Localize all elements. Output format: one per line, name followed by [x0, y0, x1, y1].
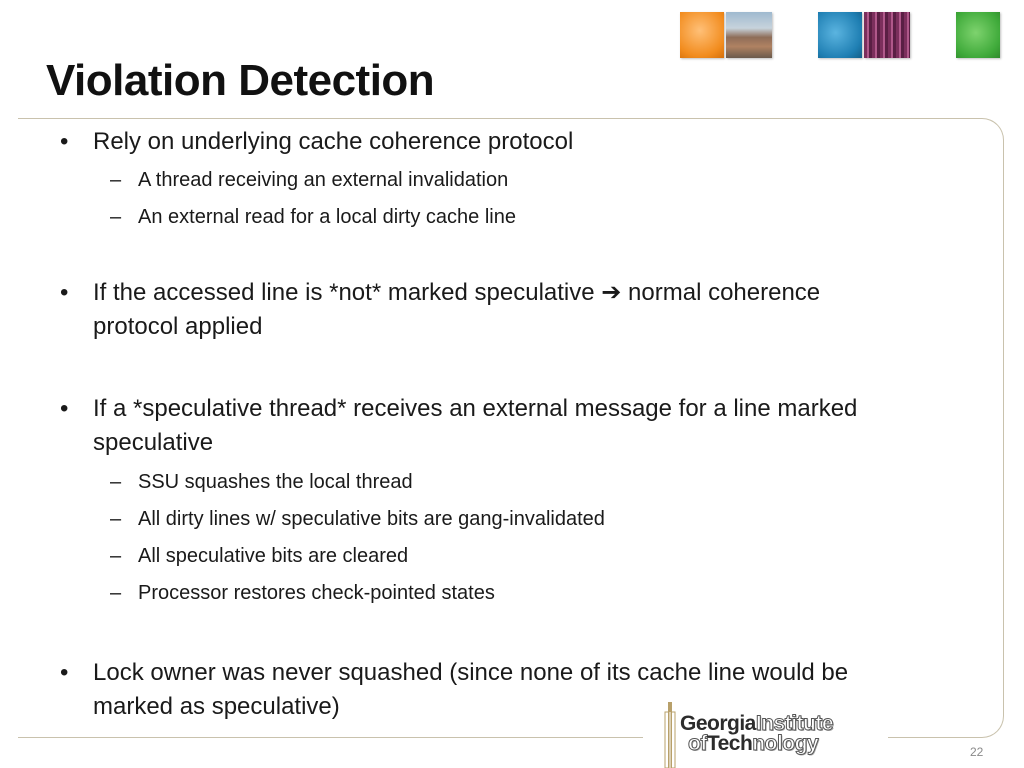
- logo-word: Georgia: [680, 712, 756, 735]
- sub-bullet-text: SSU squashes the local thread: [138, 471, 413, 493]
- logo-word: Institute: [755, 712, 834, 735]
- sub-bullet-marker: –: [110, 206, 122, 228]
- bullet-marker: •: [60, 659, 69, 686]
- sub-bullet-marker: –: [110, 508, 122, 530]
- tech-tower-icon: [663, 702, 677, 768]
- sub-bullet-text: All dirty lines w/ speculative bits are gang-invalidated: [138, 508, 605, 530]
- bullet-text: protocol applied: [93, 313, 263, 340]
- bullet-text: [93, 276, 973, 310]
- right-arrow-icon: ➔: [601, 279, 622, 306]
- sub-bullet-text: Processor restores check-pointed states: [138, 582, 495, 604]
- bullet-marker: •: [60, 279, 69, 306]
- bullet-prefix: Rely on: [93, 128, 182, 155]
- logo-line-2: [680, 734, 833, 754]
- bullet-marker: •: [60, 395, 69, 422]
- sub-bullet-marker: –: [110, 471, 122, 493]
- sub-bullet-text: An external read for a local dirty cache line: [138, 206, 516, 228]
- bullet-text-part: normal coherence: [621, 279, 821, 306]
- bullet-text: [93, 125, 973, 159]
- bullet-text: marked as speculative): [93, 693, 340, 720]
- bullet-marker: •: [60, 128, 69, 155]
- logo-word: nology: [752, 732, 819, 755]
- georgia-tech-logo: [680, 714, 833, 754]
- bullet-text: speculative: [93, 429, 214, 456]
- bullet-emphasis: underlying cache coherence protocol: [181, 128, 574, 155]
- sub-bullet-text: A thread receiving an external invalidation: [138, 169, 509, 191]
- sub-bullet-marker: –: [110, 169, 122, 191]
- sub-bullet-marker: –: [110, 582, 122, 604]
- sub-bullet-marker: –: [110, 545, 122, 567]
- bullet-text-part: If the accessed line is *not* marked speculative: [93, 279, 602, 306]
- bullet-text: Lock owner was never squashed (since none of its cache line would be: [93, 659, 849, 686]
- logo-line-1: [680, 714, 833, 734]
- slide-title: Violation Detection: [46, 56, 435, 105]
- logo-word: Tech: [706, 732, 753, 755]
- logo-word: of: [688, 732, 707, 755]
- sub-bullet-text: All speculative bits are cleared: [138, 545, 409, 567]
- bullet-text: If a *speculative thread* receives an external message for a line marked: [93, 395, 858, 422]
- page-number: 22: [970, 745, 984, 759]
